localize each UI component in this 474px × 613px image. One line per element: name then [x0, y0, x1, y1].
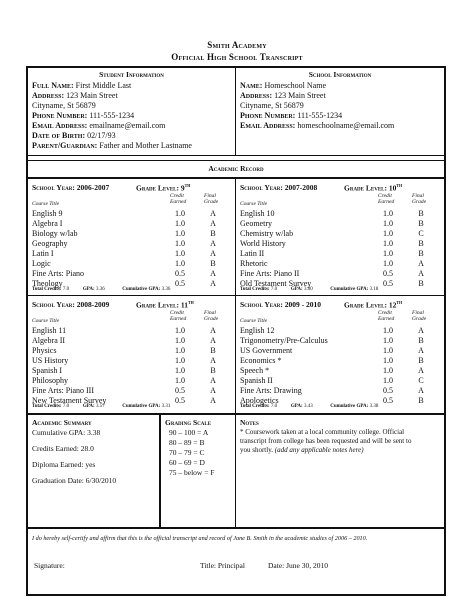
- grade-header-2: Grade: [204, 199, 219, 205]
- course-title: Biology w/lab: [32, 229, 78, 238]
- credit-earned: 0.5: [383, 279, 393, 288]
- grading-scale-row: 80 – 89 = B: [169, 438, 205, 447]
- course-header: Course Title: [32, 318, 60, 324]
- school-email-line: Email Address: homeschoolname@email.com: [240, 121, 395, 130]
- student-info-box: [26, 66, 236, 156]
- course-row: [240, 269, 440, 279]
- credit-header: Credit: [378, 310, 392, 316]
- course-list: [32, 326, 232, 406]
- course-row: [32, 346, 232, 356]
- address-line-2: Cityname, St 56879: [32, 101, 96, 110]
- final-grade: A: [210, 396, 216, 405]
- final-grade: A: [210, 376, 216, 385]
- credit-earned: 1.0: [383, 356, 393, 365]
- final-grade: B: [210, 366, 216, 375]
- credit-earned: 1.0: [175, 209, 185, 218]
- credit-earned: 1.0: [175, 219, 185, 228]
- school-info-box: [236, 66, 446, 156]
- final-grade: A: [418, 326, 424, 335]
- course-title: World History: [240, 239, 286, 248]
- final-grade: B: [418, 209, 424, 218]
- course-title: Fine Arts: Piano II: [240, 269, 300, 278]
- final-grade: A: [210, 269, 216, 278]
- course-title: Fine Arts: Piano: [32, 269, 85, 278]
- credit-earned: 1.0: [383, 366, 393, 375]
- academic-record-bar: [26, 160, 446, 178]
- course-title: English 10: [240, 209, 275, 218]
- final-grade: B: [418, 279, 424, 288]
- certification-box: [26, 528, 446, 596]
- course-list: [240, 209, 440, 289]
- signature-date: Date: June 30, 2010: [268, 561, 328, 570]
- school-name: Smith Academy: [207, 40, 267, 50]
- credit-earned: 0.5: [175, 386, 185, 395]
- signer-title: Title: Principal: [200, 561, 245, 570]
- course-title: Philosophy: [32, 376, 69, 385]
- school-year-label: School Year: 2008-2009: [32, 300, 110, 309]
- course-row: [240, 336, 440, 346]
- notes-line-3: you shortly. (add any applicable notes here): [240, 446, 364, 454]
- final-grade: A: [210, 326, 216, 335]
- course-title: Chemistry w/lab: [240, 229, 294, 238]
- final-grade: A: [210, 336, 216, 345]
- course-header: Course Title: [240, 201, 268, 207]
- grade-level-label: Grade Level: 11th: [136, 300, 194, 310]
- final-grade: B: [418, 249, 424, 258]
- credit-earned: 0.5: [383, 396, 393, 405]
- course-row: [32, 376, 232, 386]
- grading-scale-row: 70 – 79 = C: [169, 448, 205, 457]
- grade-header: Final: [204, 310, 216, 316]
- final-grade: B: [418, 356, 424, 365]
- grade-level-label: Grade Level: 12th: [344, 300, 403, 310]
- course-row: [240, 366, 440, 376]
- course-title: US Government: [240, 346, 293, 355]
- credit-earned: 1.0: [175, 239, 185, 248]
- course-row: [32, 239, 232, 249]
- grade-header-2: Grade: [204, 316, 219, 322]
- email-line: Email Address: emailname@email.com: [32, 121, 166, 130]
- credit-earned: 1.0: [175, 366, 185, 375]
- final-grade: B: [210, 346, 216, 355]
- school-year-box: [236, 296, 446, 414]
- full-name-line: Full Name: First Middle Last: [32, 81, 132, 90]
- year-totals: Total Credits: 7.0 GPA: 3.43 Cumulative GPA: 3.38: [240, 404, 379, 409]
- course-row: [32, 386, 232, 396]
- credit-header: Credit: [170, 310, 184, 316]
- course-row: [240, 249, 440, 259]
- school-address-line: Address: 123 Main Street: [240, 91, 326, 100]
- course-header: Course Title: [240, 318, 268, 324]
- school-phone-line: Phone Number: 111-555-1234: [240, 111, 343, 120]
- credit-earned: 1.0: [383, 326, 393, 335]
- credit-earned: 1.0: [383, 259, 393, 268]
- course-row: [32, 209, 232, 219]
- course-title: Latin II: [240, 249, 265, 258]
- course-row: [240, 209, 440, 219]
- course-row: [32, 219, 232, 229]
- credit-header-2: Earned: [170, 316, 187, 322]
- course-row: [32, 269, 232, 279]
- course-row: [32, 229, 232, 239]
- certification-statement: I do hereby self-certify and affirm that this is the official transcript and record of Jane B. Smith in the academic studies of 2006 – 2010.: [32, 535, 368, 542]
- summary-graduation: Graduation Date: 6/30/2010: [32, 476, 117, 485]
- course-title: Spanish I: [32, 366, 62, 375]
- course-title: Old Testament Survey: [240, 279, 312, 288]
- final-grade: B: [210, 229, 216, 238]
- credit-earned: 1.0: [175, 376, 185, 385]
- grading-scale-box: [160, 414, 236, 528]
- credit-earned: 1.0: [175, 229, 185, 238]
- grade-header-2: Grade: [412, 199, 427, 205]
- final-grade: B: [418, 219, 424, 228]
- course-title: Speech *: [240, 366, 270, 375]
- grade-level-label: Grade Level: 9th: [136, 183, 191, 193]
- course-title: Apologetics: [240, 396, 279, 405]
- grade-header: Final: [412, 193, 424, 199]
- credit-header: Credit: [378, 193, 392, 199]
- final-grade: A: [418, 269, 424, 278]
- grade-header: Final: [204, 193, 216, 199]
- summary-cum-gpa: Cumulative GPA: 3.38: [32, 428, 101, 437]
- course-title: Algebra II: [32, 336, 66, 345]
- course-title: Algebra I: [32, 219, 63, 228]
- course-title: English 11: [32, 326, 67, 335]
- credit-earned: 1.0: [383, 209, 393, 218]
- grade-header: Final: [412, 310, 424, 316]
- phone-line: Phone Number: 111-555-1234: [32, 111, 135, 120]
- grading-scale-row: 75 – below = F: [169, 468, 215, 477]
- school-year-label: School Year: 2007-2008: [240, 183, 318, 192]
- grading-scale-row: 90 – 100 = A: [169, 428, 209, 437]
- parent-line: Parent/Guardian: Father and Mother Lastname: [32, 141, 192, 150]
- grading-scale-title: Grading Scale: [165, 418, 212, 427]
- grading-scale-list: [161, 427, 235, 478]
- course-title: Fine Arts: Drawing: [240, 386, 302, 395]
- final-grade: A: [210, 219, 216, 228]
- final-grade: A: [418, 259, 424, 268]
- credit-earned: 1.0: [383, 346, 393, 355]
- course-title: US History: [32, 356, 69, 365]
- summary-title: Academic Summary: [32, 418, 92, 427]
- summary-credits: Credits Earned: 28.0: [32, 444, 94, 453]
- year-totals: Total Credits: 7.0 GPA: 3.00 Cumulative GPA: 3.18: [240, 287, 379, 292]
- course-row: [240, 346, 440, 356]
- credit-earned: 1.0: [383, 239, 393, 248]
- final-grade: A: [210, 279, 216, 288]
- course-row: [240, 386, 440, 396]
- credit-earned: 1.0: [383, 229, 393, 238]
- course-title: Geography: [32, 239, 68, 248]
- course-title: Logic: [32, 259, 51, 268]
- grading-scale-row: 60 – 69 = D: [169, 458, 205, 467]
- course-title: Trigonometry/Pre-Calculus: [240, 336, 328, 345]
- course-header: Course Title: [32, 201, 60, 207]
- address-line: Address: 123 Main Street: [32, 91, 118, 100]
- course-title: Fine Arts: Piano III: [32, 386, 94, 395]
- final-grade: B: [418, 336, 424, 345]
- credit-earned: 0.5: [383, 269, 393, 278]
- notes-line-1: * Coursework taken at a local community college. Official: [240, 428, 405, 436]
- credit-earned: 0.5: [175, 279, 185, 288]
- course-title: English 12: [240, 326, 275, 335]
- credit-earned: 1.0: [383, 249, 393, 258]
- course-row: [240, 219, 440, 229]
- credit-earned: 0.5: [383, 386, 393, 395]
- credit-earned: 1.0: [383, 336, 393, 345]
- credit-header-2: Earned: [170, 199, 187, 205]
- final-grade: A: [418, 346, 424, 355]
- signature-label: Signature:: [34, 561, 65, 570]
- school-year-box: [26, 178, 236, 296]
- course-row: [240, 356, 440, 366]
- final-grade: A: [418, 366, 424, 375]
- school-address-line-2: Cityname, St 56879: [240, 101, 304, 110]
- year-totals: Total Credits: 7.0 GPA: 3.36 Cumulative GPA: 3.36: [32, 287, 171, 292]
- final-grade: A: [210, 249, 216, 258]
- course-title: New Testament Survey: [32, 396, 107, 405]
- final-grade: A: [210, 239, 216, 248]
- final-grade: B: [210, 259, 216, 268]
- credit-earned: 0.5: [175, 269, 185, 278]
- notes-box: [236, 414, 446, 528]
- course-row: [32, 366, 232, 376]
- final-grade: C: [418, 376, 424, 385]
- final-grade: A: [210, 356, 216, 365]
- course-list: [240, 326, 440, 406]
- document-title: Official High School Transcript: [171, 52, 303, 62]
- course-row: [32, 326, 232, 336]
- course-title: Theology: [32, 279, 63, 288]
- academic-summary-box: [26, 414, 160, 528]
- final-grade: B: [418, 239, 424, 248]
- school-info-title: School Information: [308, 70, 372, 79]
- course-row: [32, 356, 232, 366]
- credit-header-2: Earned: [378, 199, 395, 205]
- credit-earned: 1.0: [383, 219, 393, 228]
- school-year-box: [26, 296, 236, 414]
- credit-earned: 1.0: [175, 346, 185, 355]
- school-year-box: [236, 178, 446, 296]
- grade-header-2: Grade: [412, 316, 427, 322]
- course-title: English 9: [32, 209, 63, 218]
- student-info-title: Student Information: [99, 70, 164, 79]
- course-title: Geometry: [240, 219, 272, 228]
- dob-line: Date of Birth: 02/17/93: [32, 131, 116, 140]
- course-title: Latin I: [32, 249, 54, 258]
- course-title: Economics *: [240, 356, 282, 365]
- school-year-label: School Year: 2006-2007: [32, 183, 110, 192]
- course-title: Physics: [32, 346, 57, 355]
- final-grade: B: [418, 396, 424, 405]
- course-list: [32, 209, 232, 289]
- final-grade: C: [418, 229, 424, 238]
- credit-earned: 1.0: [175, 336, 185, 345]
- final-grade: A: [210, 386, 216, 395]
- credit-earned: 1.0: [383, 376, 393, 385]
- course-row: [240, 229, 440, 239]
- course-row: [32, 249, 232, 259]
- course-row: [240, 376, 440, 386]
- credit-earned: 1.0: [175, 356, 185, 365]
- course-title: Rhetoric: [240, 259, 268, 268]
- school-name-line: Name: Homeschool Name: [240, 81, 326, 90]
- course-row: [32, 259, 232, 269]
- academic-record-title: Academic Record: [208, 164, 264, 173]
- course-row: [240, 239, 440, 249]
- summary-diploma: Diploma Earned: yes: [32, 460, 96, 469]
- credit-earned: 1.0: [175, 326, 185, 335]
- school-year-label: School Year: 2009 - 2010: [240, 300, 321, 309]
- credit-header-2: Earned: [378, 316, 395, 322]
- course-title: Spanish II: [240, 376, 273, 385]
- year-totals: Total Credits: 7.0 GPA: 3.57 Cumulative GPA: 3.31: [32, 404, 171, 409]
- final-grade: A: [418, 386, 424, 395]
- credit-earned: 0.5: [175, 396, 185, 405]
- course-row: [240, 326, 440, 336]
- credit-header: Credit: [170, 193, 184, 199]
- credit-earned: 1.0: [175, 249, 185, 258]
- credit-earned: 1.0: [175, 259, 185, 268]
- notes-title: Notes: [240, 418, 259, 427]
- grade-level-label: Grade Level: 10th: [344, 183, 403, 193]
- final-grade: A: [210, 209, 216, 218]
- notes-line-2: transcript from college has been requested and will be sent to: [240, 437, 412, 445]
- course-row: [32, 336, 232, 346]
- course-row: [240, 259, 440, 269]
